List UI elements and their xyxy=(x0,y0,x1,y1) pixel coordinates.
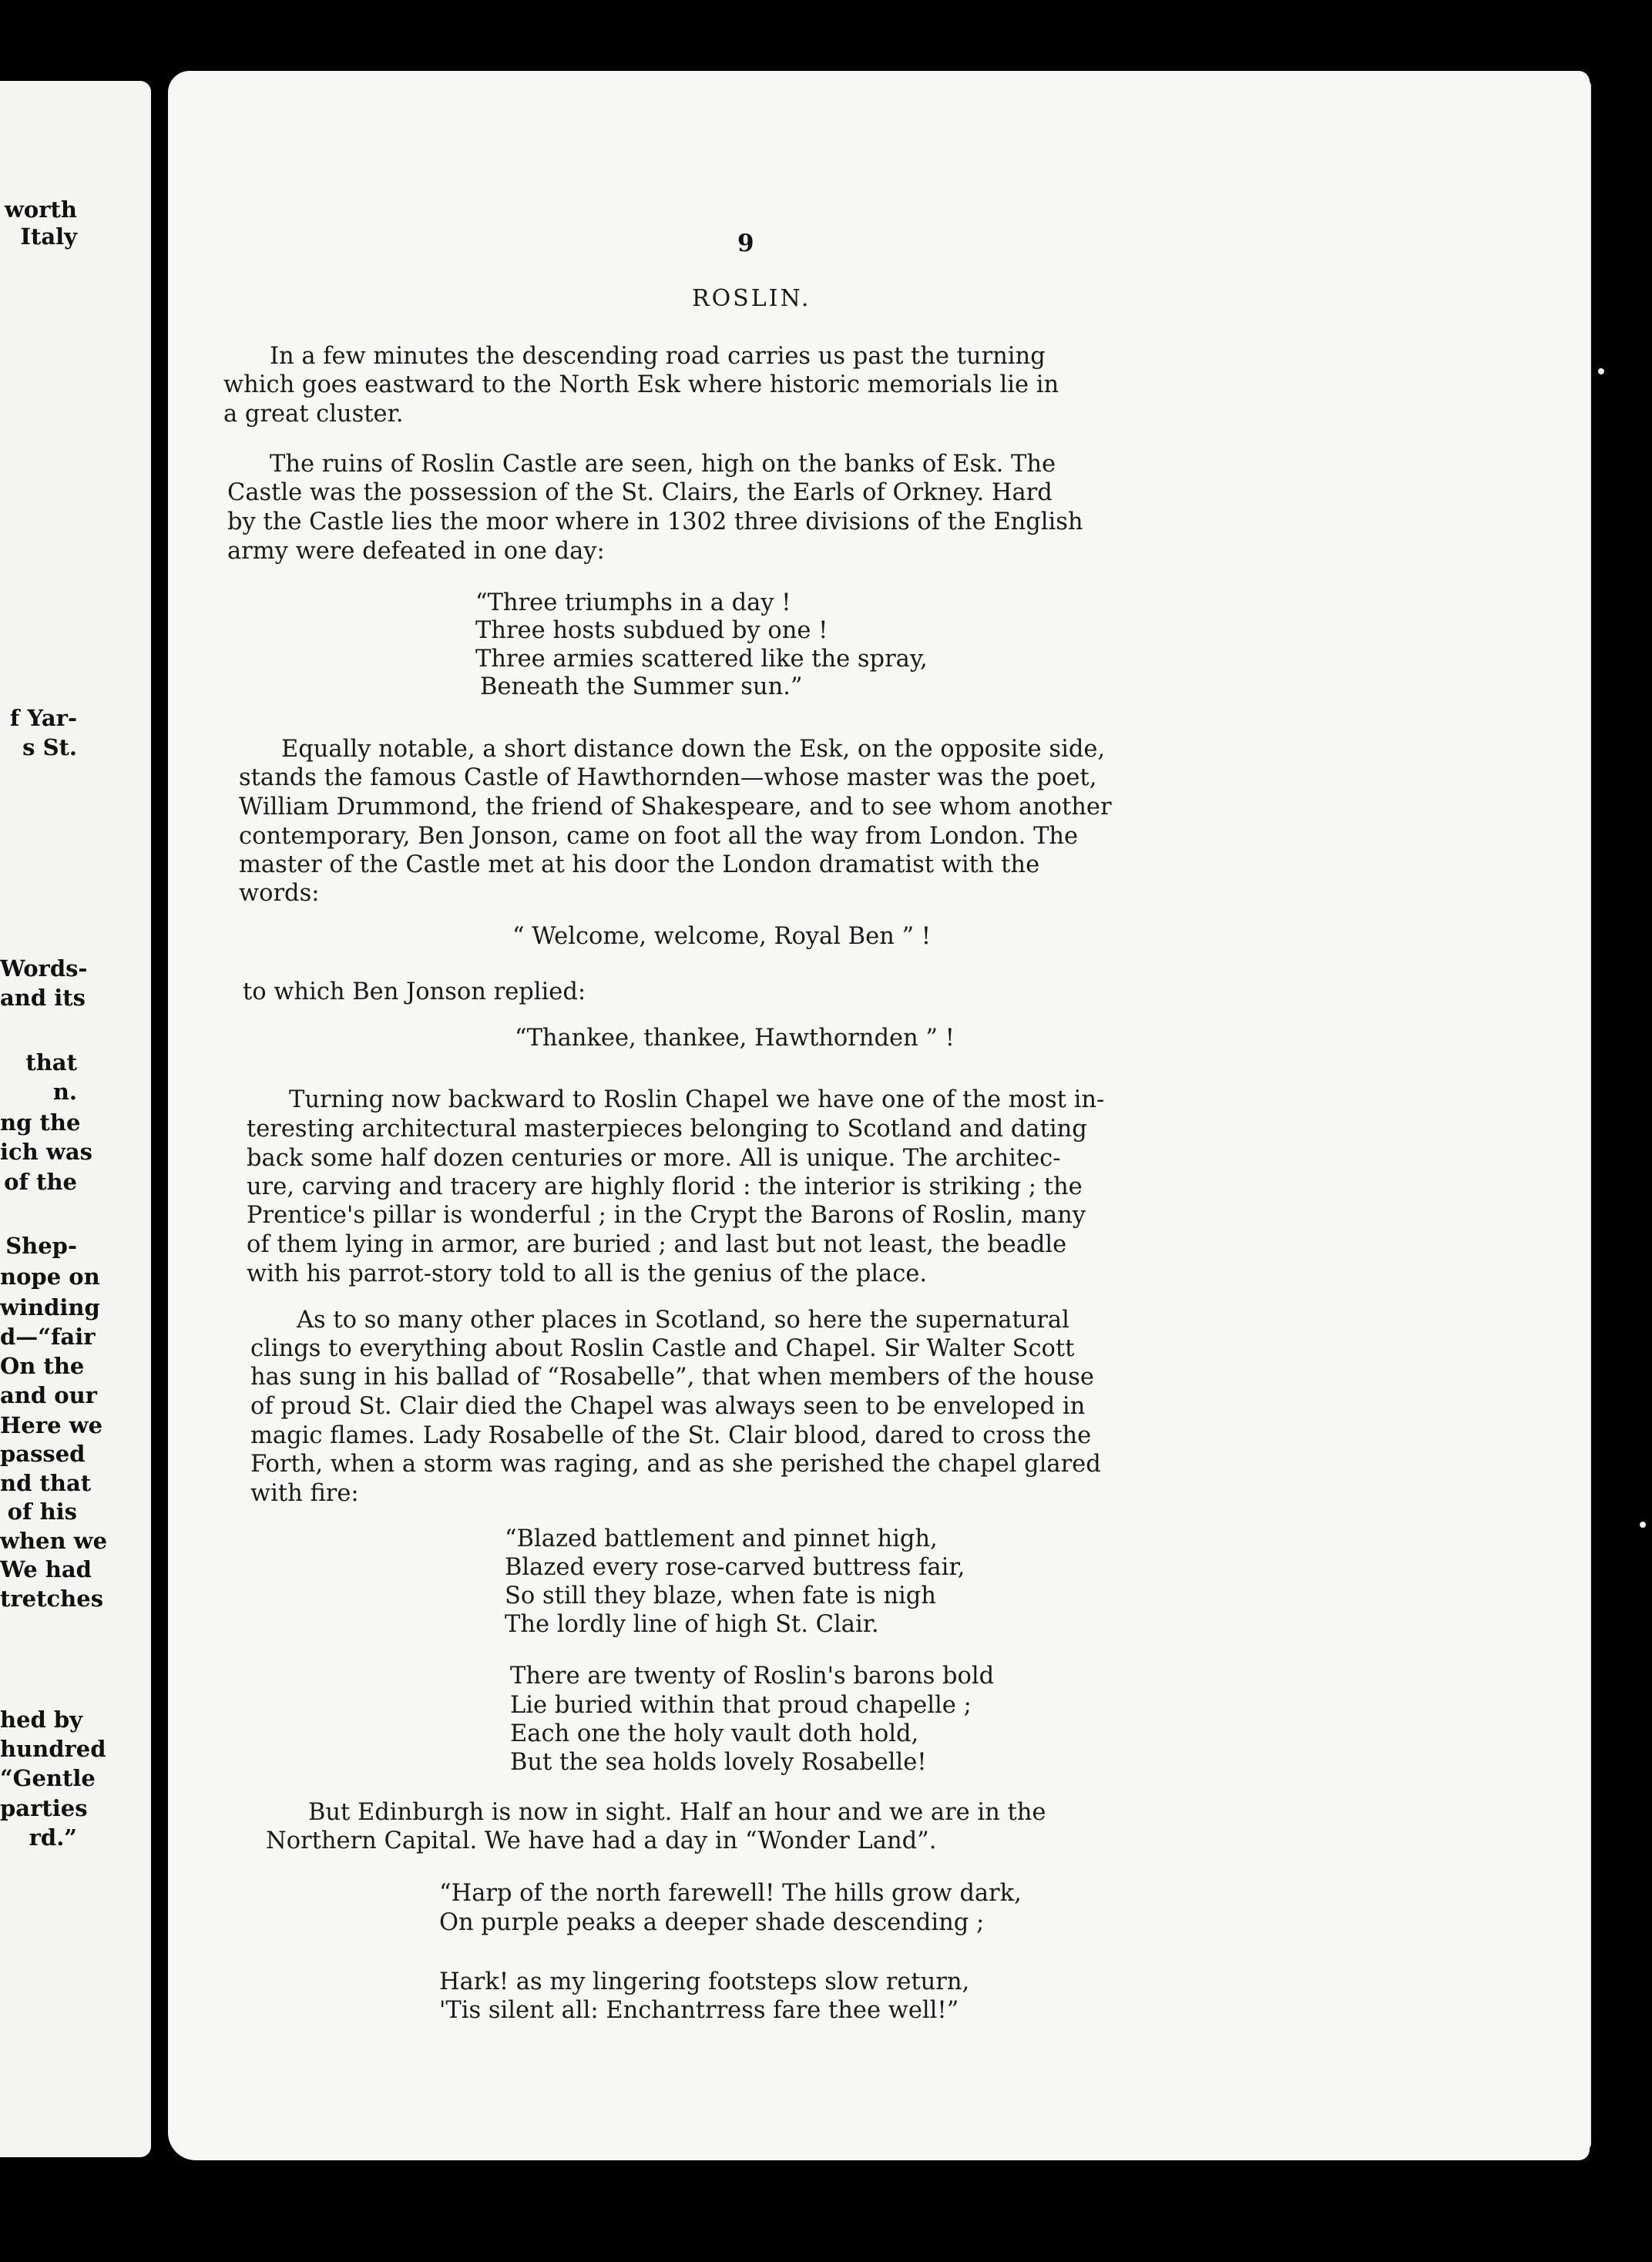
left-page-line: worth xyxy=(4,196,77,223)
body-line: clings to everything about Roslin Castle and Chapel. Sir Walter Scott xyxy=(250,1335,1075,1362)
body-line: to which Ben Jonson replied: xyxy=(243,978,586,1005)
body-line: back some half dozen centuries or more. All is unique. The architec- xyxy=(247,1145,1061,1172)
body-line: 'Tis silent all: Enchantrress fare thee well!” xyxy=(439,1997,959,2024)
body-line: Beneath the Summer sun.” xyxy=(480,673,803,700)
body-line: William Drummond, the friend of Shakespeare, and to see whom another xyxy=(239,794,1112,821)
left-page-line: and its xyxy=(0,985,86,1011)
left-page-line: hundred xyxy=(0,1736,106,1762)
body-line: Northern Capital. We have had a day in “Wonder Land”. xyxy=(266,1827,937,1854)
left-page-line: d—“fair xyxy=(0,1324,96,1350)
left-page-line: hed by xyxy=(0,1707,83,1733)
body-line: “ Welcome, welcome, Royal Ben ” ! xyxy=(512,923,932,950)
body-line: ure, carving and tracery are highly florid : the interior is striking ; the xyxy=(247,1173,1083,1200)
body-line: “Harp of the north farewell! The hills grow dark, xyxy=(439,1880,1022,1907)
body-line: Equally notable, a short distance down the Esk, on the opposite side, xyxy=(281,736,1106,763)
body-line: But Edinburgh is now in sight. Half an hour and we are in the xyxy=(308,1799,1046,1826)
body-line: Each one the holy vault doth hold, xyxy=(510,1720,919,1747)
body-line: Three armies scattered like the spray, xyxy=(475,646,928,673)
left-page-line: ich was xyxy=(0,1139,92,1165)
body-line: “Thankee, thankee, Hawthornden ” ! xyxy=(515,1025,955,1052)
left-page-line: Italy xyxy=(20,223,77,250)
left-page-line: winding xyxy=(0,1294,100,1321)
body-line: Castle was the possession of the St. Clairs, the Earls of Orkney. Hard xyxy=(227,479,1053,506)
body-line: words: xyxy=(239,880,320,907)
body-line: contemporary, Ben Jonson, came on foot all the way from London. The xyxy=(239,823,1079,850)
left-page-line: We had xyxy=(0,1556,92,1582)
body-line: “Three triumphs in a day ! xyxy=(475,589,791,616)
left-page-line: “Gentle xyxy=(0,1765,96,1791)
left-page-line: nope on xyxy=(0,1264,100,1290)
body-line: But the sea holds lovely Rosabelle! xyxy=(510,1749,927,1776)
body-line: a great cluster. xyxy=(223,401,404,428)
left-page-line: passed xyxy=(0,1441,86,1467)
body-line: master of the Castle met at his door the London dramatist with the xyxy=(239,851,1040,878)
body-line: magic flames. Lady Rosabelle of the St. Clair blood, dared to cross the xyxy=(250,1422,1092,1449)
body-line: stands the famous Castle of Hawthornden—whose master was the poet, xyxy=(239,764,1097,791)
left-page-line: nd that xyxy=(0,1470,92,1496)
body-line: Hark! as my lingering footsteps slow return, xyxy=(439,1968,970,1995)
page-heading: ROSLIN. xyxy=(692,285,811,312)
body-line: Turning now backward to Roslin Chapel we have one of the most in- xyxy=(289,1086,1105,1113)
left-page-line: s St. xyxy=(22,734,77,760)
scan-speck xyxy=(1640,1522,1646,1528)
left-page-line: of his xyxy=(7,1498,77,1525)
left-page-line: f Yar- xyxy=(9,705,77,731)
page-number: 9 xyxy=(737,230,754,257)
body-line: by the Castle lies the moor where in 1302 three divisions of the English xyxy=(227,508,1083,535)
left-page-line: of the xyxy=(4,1169,77,1195)
body-line: Blazed every rose-carved buttress fair, xyxy=(505,1554,965,1581)
scan-speck xyxy=(1598,368,1604,374)
left-page-line: tretches xyxy=(0,1586,104,1612)
body-line: army were defeated in one day: xyxy=(227,538,605,565)
body-line: has sung in his ballad of “Rosabelle”, that when members of the house xyxy=(250,1364,1094,1391)
left-page-line: Here we xyxy=(0,1412,103,1438)
body-line: On purple peaks a deeper shade descending ; xyxy=(439,1909,985,1936)
left-page-line: and our xyxy=(0,1382,97,1408)
body-line: The ruins of Roslin Castle are seen, high on the banks of Esk. The xyxy=(270,451,1056,478)
left-page-line: Shep- xyxy=(5,1233,77,1259)
body-line: of proud St. Clair died the Chapel was always seen to be enveloped in xyxy=(250,1393,1086,1420)
left-page-line: that xyxy=(25,1049,77,1076)
body-line: Prentice's pillar is wonderful ; in the Crypt the Barons of Roslin, many xyxy=(247,1202,1086,1229)
body-line: As to so many other places in Scotland, so here the supernatural xyxy=(297,1307,1069,1334)
body-line: Three hosts subdued by one ! xyxy=(475,617,828,644)
body-line: So still they blaze, when fate is nigh xyxy=(505,1582,936,1609)
body-line: which goes eastward to the North Esk where historic memorials lie in xyxy=(223,371,1059,398)
body-line: of them lying in armor, are buried ; and last but not least, the beadle xyxy=(247,1231,1067,1258)
body-line: The lordly line of high St. Clair. xyxy=(505,1611,879,1638)
left-page-line: parties xyxy=(0,1795,88,1821)
left-page-line: Words- xyxy=(0,955,88,982)
left-page-line: when we xyxy=(0,1528,108,1554)
body-line: Forth, when a storm was raging, and as she perished the chapel glared xyxy=(250,1451,1101,1478)
left-page-line: On the xyxy=(0,1353,85,1379)
body-line: Lie buried within that proud chapelle ; xyxy=(510,1692,972,1719)
body-line: There are twenty of Roslin's barons bold xyxy=(510,1663,995,1690)
body-line: teresting architectural masterpieces belonging to Scotland and dating xyxy=(247,1116,1087,1143)
body-line: In a few minutes the descending road carries us past the turning xyxy=(270,343,1046,370)
body-line: with fire: xyxy=(250,1480,359,1507)
left-page-line: n. xyxy=(52,1079,77,1105)
left-page-line: ng the xyxy=(0,1109,81,1136)
body-line: “Blazed battlement and pinnet high, xyxy=(505,1525,938,1552)
body-line: with his parrot-story told to all is the genius of the place. xyxy=(247,1260,928,1287)
left-page-line: rd.” xyxy=(29,1824,77,1851)
